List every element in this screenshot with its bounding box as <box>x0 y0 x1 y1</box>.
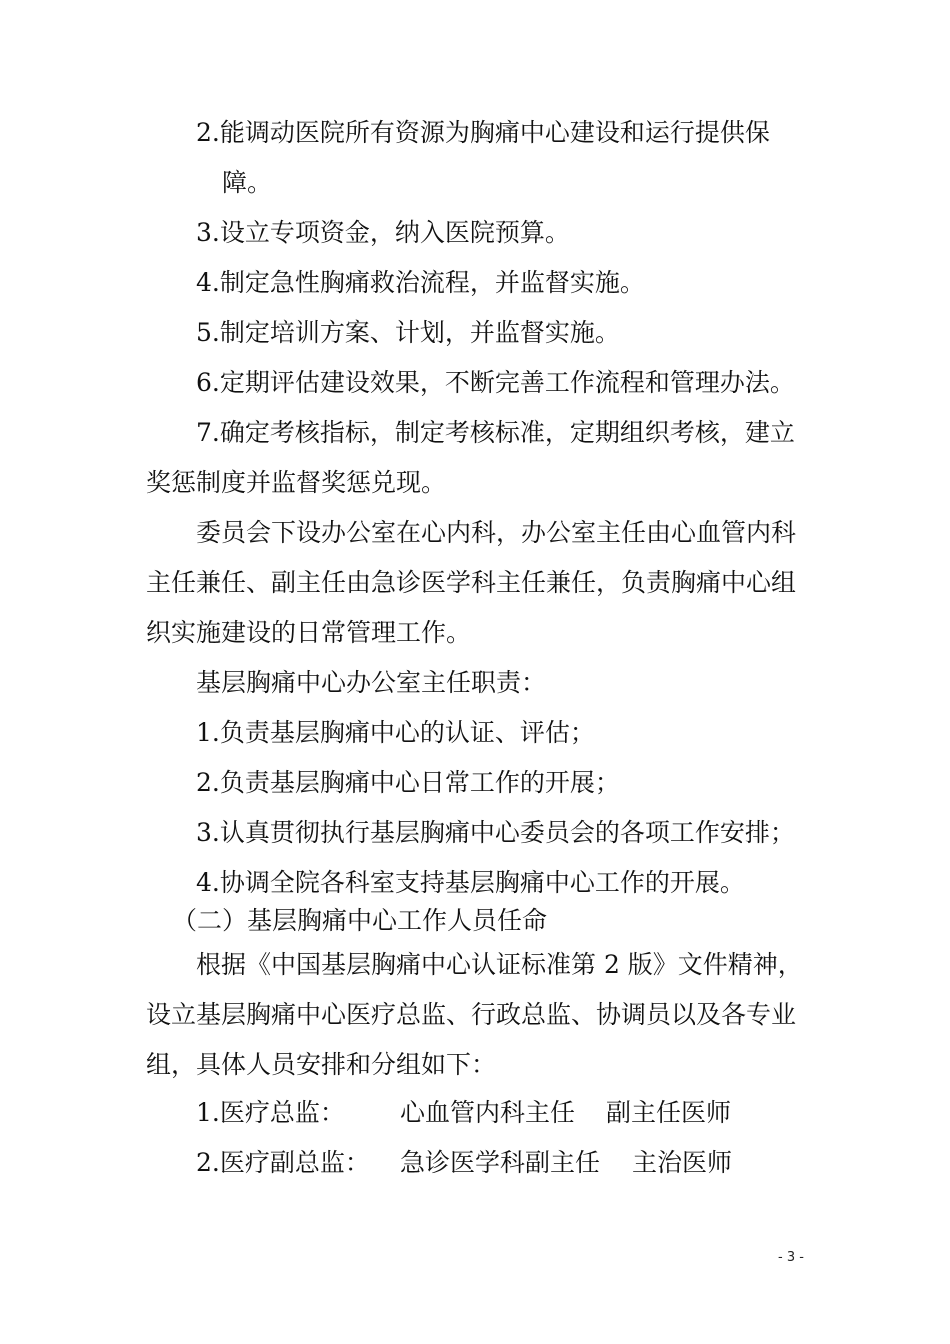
text-line: 主任兼任、副主任由急诊医学科主任兼任，负责胸痛中心组 <box>146 568 797 597</box>
text-line: 2.能调动医院所有资源为胸痛中心建设和运行提供保 <box>196 118 770 147</box>
appointment-role: 2.医疗副总监： <box>196 1148 370 1177</box>
text-line: 基层胸痛中心办公室主任职责： <box>196 668 547 697</box>
text-line: 6.定期评估建设效果，不断完善工作流程和管理办法。 <box>196 368 795 397</box>
section-heading: （二）基层胸痛中心工作人员任命 <box>172 906 548 935</box>
appointment-position: 心血管内科主任 <box>400 1098 576 1127</box>
text-line: 根据《中国基层胸痛中心认证标准第 2 版》文件精神， <box>196 950 803 979</box>
text-line: 3.设立专项资金，纳入医院预算。 <box>196 218 570 247</box>
appointment-title: 主治医师 <box>632 1148 733 1177</box>
text-line: 组，具体人员安排和分组如下： <box>146 1050 497 1079</box>
text-line: 5.制定培训方案、计划，并监督实施。 <box>196 318 620 347</box>
text-line: 4.协调全院各科室支持基层胸痛中心工作的开展。 <box>196 868 745 897</box>
text-line: 4.制定急性胸痛救治流程，并监督实施。 <box>196 268 645 297</box>
text-line: 2.负责基层胸痛中心日常工作的开展； <box>196 768 620 797</box>
text-line: 障。 <box>222 168 273 197</box>
text-line: 设立基层胸痛中心医疗总监、行政总监、协调员以及各专业 <box>146 1000 797 1029</box>
text-line: 织实施建设的日常管理工作。 <box>146 618 472 647</box>
appointment-position: 急诊医学科副主任 <box>400 1148 601 1177</box>
text-line: 委员会下设办公室在心内科，办公室主任由心血管内科 <box>196 518 797 547</box>
appointment-role: 1.医疗总监： <box>196 1098 345 1127</box>
appointment-title: 副主任医师 <box>606 1098 732 1127</box>
page-number: - 3 - <box>778 1250 804 1265</box>
text-line: 7.确定考核指标，制定考核标准，定期组织考核，建立 <box>196 418 795 447</box>
text-line: 3.认真贯彻执行基层胸痛中心委员会的各项工作安排； <box>196 818 795 847</box>
text-line: 奖惩制度并监督奖惩兑现。 <box>146 468 447 497</box>
text-line: 1.负责基层胸痛中心的认证、评估； <box>196 718 595 747</box>
